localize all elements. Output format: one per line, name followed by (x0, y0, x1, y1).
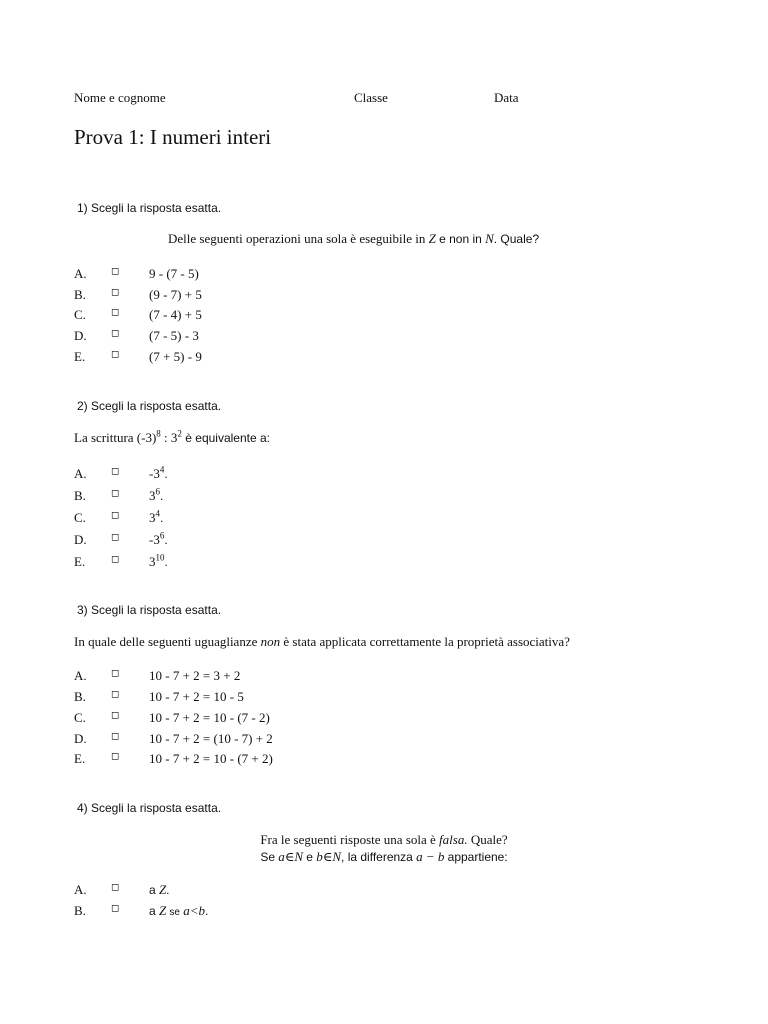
option-pre: a (149, 904, 156, 918)
option-base: 3 (149, 488, 156, 503)
checkbox-icon[interactable]: ◻ (111, 510, 120, 521)
option-text: 10 - 7 + 2 = 10 - (7 + 2) (149, 751, 273, 766)
checkbox-icon[interactable]: ◻ (111, 328, 120, 339)
option-letter: A. (74, 668, 87, 683)
option-end: . (164, 467, 168, 481)
q1-option-c[interactable] (0, 307, 768, 325)
option-letter: C. (74, 510, 86, 525)
checkbox-icon[interactable]: ◻ (111, 266, 120, 277)
q4-heading (77, 800, 221, 816)
option-math: Z (158, 903, 167, 918)
q2-prompt-c: è equivalente a: (181, 431, 270, 445)
checkbox-icon[interactable]: ◻ (111, 751, 120, 762)
option-letter: D. (74, 731, 87, 746)
option-pre: a (149, 883, 156, 897)
q4-line2-math3: a − b (416, 849, 445, 864)
checkbox-icon[interactable]: ◻ (111, 307, 120, 318)
option-letter: B. (74, 287, 86, 302)
q1-heading (77, 200, 221, 216)
option-text (149, 466, 168, 482)
option-text: (7 - 5) - 3 (149, 328, 199, 343)
q4-option-a[interactable] (0, 882, 768, 900)
q4-line2-math2: b∈N (316, 849, 342, 864)
q4-line1-emphasis: falsa. (439, 832, 468, 847)
option-letter: E. (74, 751, 86, 766)
q1-heading-text: 1) Scegli la risposta esatta. (77, 201, 222, 215)
option-text (149, 532, 168, 548)
option-letter: E. (74, 554, 86, 569)
q2-option-e[interactable] (0, 554, 768, 572)
option-end: . (164, 555, 168, 569)
q1-set-z: Z (428, 231, 436, 246)
option-text: (7 + 5) - 9 (149, 349, 202, 364)
option-letter: B. (74, 689, 86, 704)
option-exponent: 6 (159, 530, 165, 541)
q4-line1-b: Quale? (470, 832, 508, 847)
checkbox-icon[interactable]: ◻ (111, 488, 120, 499)
option-end: . (205, 904, 209, 918)
option-text (149, 882, 170, 898)
option-text (149, 903, 208, 919)
checkbox-icon[interactable]: ◻ (111, 287, 120, 298)
option-text (149, 554, 168, 570)
q1-set-n: N (485, 231, 494, 246)
q2-option-c[interactable] (0, 510, 768, 528)
option-letter: C. (74, 307, 86, 322)
q3-prompt-a: In quale delle seguenti uguaglianze (74, 634, 258, 649)
q1-prompt-c: . Quale? (493, 232, 540, 246)
q4-option-b[interactable] (0, 903, 768, 921)
q4-heading-text: 4) Scegli la risposta esatta. (77, 801, 222, 815)
option-letter: A. (74, 266, 87, 281)
q4-line2-b: e (306, 850, 313, 864)
q3-heading (77, 602, 221, 618)
checkbox-icon[interactable]: ◻ (111, 554, 120, 565)
checkbox-icon[interactable]: ◻ (111, 710, 120, 721)
date-label: Data (494, 90, 519, 105)
option-exponent: 4 (155, 508, 160, 519)
q2-prompt (74, 430, 270, 446)
q4-line2-math1: a∈N (278, 849, 304, 864)
checkbox-icon[interactable]: ◻ (111, 532, 120, 543)
q2-option-b[interactable] (0, 488, 768, 506)
q2-heading-text: 2) Scegli la risposta esatta. (77, 399, 222, 413)
option-text: 10 - 7 + 2 = (10 - 7) + 2 (149, 731, 273, 746)
option-exponent: 4 (159, 464, 165, 475)
option-letter: D. (74, 532, 87, 547)
option-letter: E. (74, 349, 86, 364)
q3-prompt (74, 634, 570, 650)
q1-option-e[interactable] (0, 349, 768, 367)
q3-heading-text: 3) Scegli la risposta esatta. (77, 603, 222, 617)
q3-prompt-emphasis: non (260, 634, 281, 649)
option-post: se (169, 907, 180, 918)
name-label: Nome e cognome (74, 90, 166, 105)
q2-prompt-a: La scrittura (-3) (74, 430, 157, 445)
checkbox-icon[interactable]: ◻ (111, 668, 120, 679)
option-text: 10 - 7 + 2 = 10 - (7 - 2) (149, 710, 270, 725)
checkbox-icon[interactable]: ◻ (111, 731, 120, 742)
option-text: (7 - 4) + 5 (149, 307, 202, 322)
option-text: 10 - 7 + 2 = 10 - 5 (149, 689, 244, 704)
q1-prompt-a: Delle seguenti operazioni una sola è eseguibile in (168, 231, 426, 246)
option-text: 9 - (7 - 5) (149, 266, 199, 281)
option-base: -3 (149, 532, 160, 547)
q4-line2-d: appartiene: (447, 850, 508, 864)
option-math: Z (158, 882, 167, 897)
q3-option-d[interactable] (0, 731, 768, 749)
option-exponent: 6 (155, 486, 160, 497)
checkbox-icon[interactable]: ◻ (111, 466, 120, 477)
class-label: Classe (354, 90, 388, 105)
q4-prompt-line2 (0, 849, 768, 865)
option-end: . (164, 533, 168, 547)
option-letter: D. (74, 328, 87, 343)
option-math2: a<b (183, 903, 206, 918)
option-end: . (166, 883, 170, 897)
option-base: 3 (149, 510, 156, 525)
page-title: Prova 1: I numeri interi (74, 125, 272, 149)
checkbox-icon[interactable]: ◻ (111, 349, 120, 360)
q4-prompt-line1 (0, 832, 768, 848)
option-text (149, 510, 163, 526)
checkbox-icon[interactable]: ◻ (111, 689, 120, 700)
option-letter: C. (74, 710, 86, 725)
option-letter: B. (74, 903, 86, 918)
checkbox-icon[interactable]: ◻ (111, 882, 120, 893)
q1-option-d[interactable] (0, 328, 768, 346)
q2-option-a[interactable] (0, 466, 768, 484)
q2-heading (77, 398, 221, 414)
q2-exp2: 2 (177, 428, 182, 439)
option-text: (9 - 7) + 5 (149, 287, 202, 302)
option-end: . (160, 489, 164, 503)
q3-prompt-b: è stata applicata correttamente la proprietà associativa? (283, 634, 570, 649)
q4-line2-c: , la differenza (341, 850, 413, 864)
q4-line2-a: Se (260, 850, 275, 864)
option-base: -3 (149, 466, 160, 481)
option-text: 10 - 7 + 2 = 3 + 2 (149, 668, 241, 683)
option-base: 3 (149, 554, 156, 569)
q1-option-b[interactable] (0, 287, 768, 305)
q1-prompt (168, 231, 539, 247)
q3-option-b[interactable] (0, 689, 768, 707)
q3-option-e[interactable] (0, 751, 768, 769)
q1-option-a[interactable] (0, 266, 768, 284)
option-letter: A. (74, 882, 87, 897)
option-text (149, 488, 163, 504)
option-end: . (160, 511, 164, 525)
q2-option-d[interactable] (0, 532, 768, 550)
option-letter: B. (74, 488, 86, 503)
option-exponent: 10 (155, 552, 165, 563)
q1-prompt-b: e non in (439, 232, 482, 246)
checkbox-icon[interactable]: ◻ (111, 903, 120, 914)
q2-prompt-b: : 3 (160, 430, 178, 445)
q3-option-c[interactable] (0, 710, 768, 728)
q4-line1-a: Fra le seguenti risposte una sola è (260, 832, 436, 847)
option-letter: A. (74, 466, 87, 481)
q3-option-a[interactable] (0, 668, 768, 686)
q2-exp1: 8 (156, 428, 161, 439)
